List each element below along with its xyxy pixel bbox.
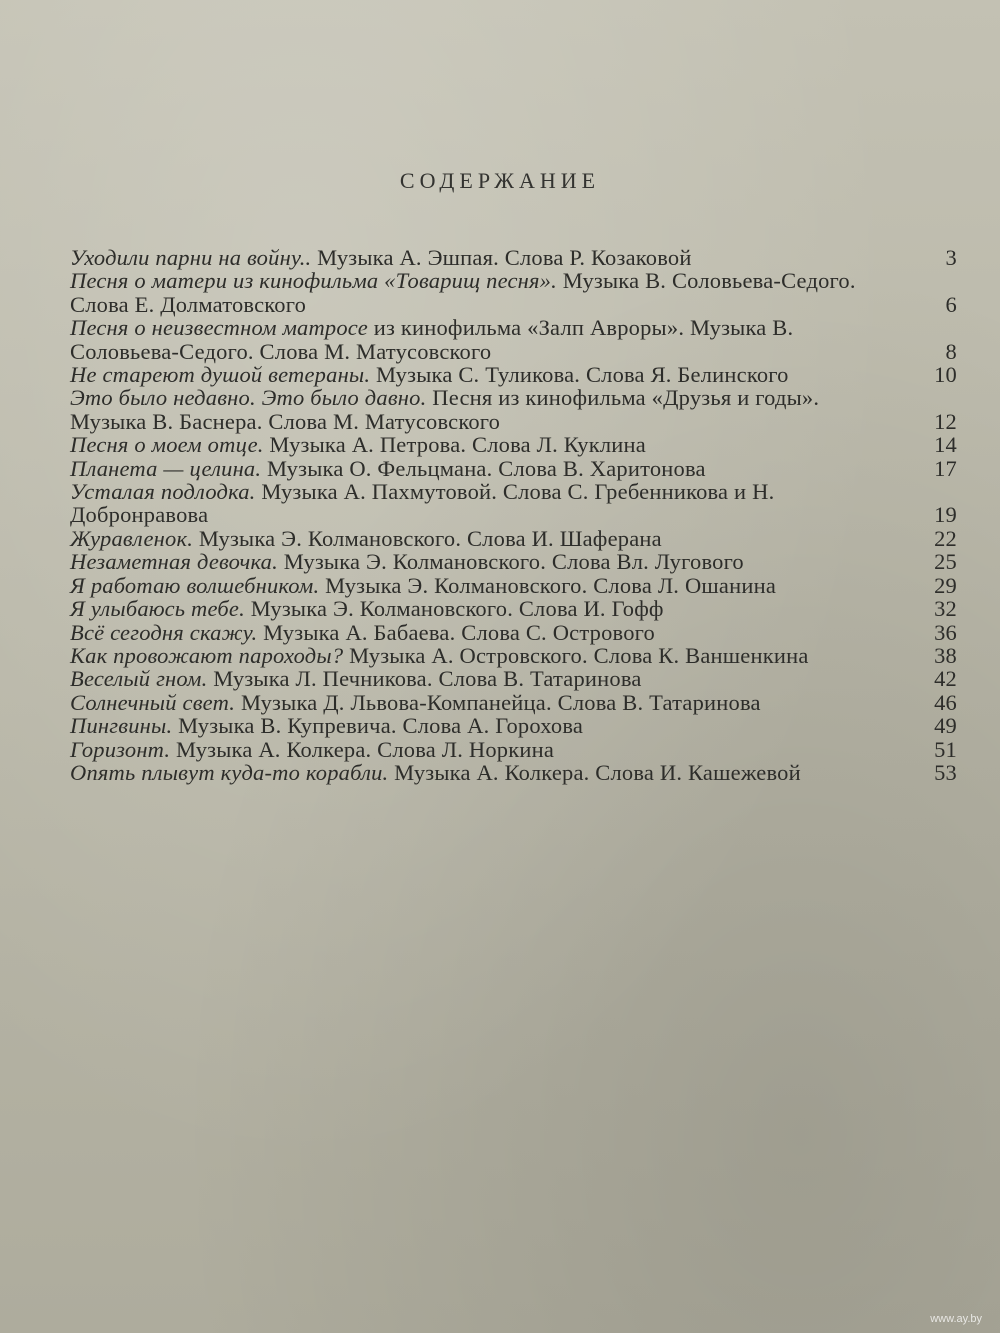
song-credits: Музыка А. Петрова. Слова Л. Куклина xyxy=(263,432,646,458)
song-credits: Музыка Э. Колмановского. Слова И. Гофф xyxy=(244,596,664,622)
song-credits: Музыка В. Соловьева-Седого. Слова Е. Долматовского xyxy=(70,268,856,317)
page-number: 3 xyxy=(945,245,957,270)
page-number: 32 xyxy=(934,596,957,622)
page-number: 10 xyxy=(934,362,957,388)
page-number: 46 xyxy=(934,689,957,715)
page-number: 51 xyxy=(934,736,957,762)
song-credits: Музыка Э. Колмановского. Слова Вл. Лугового xyxy=(277,549,744,575)
toc-entry xyxy=(70,246,965,269)
toc-entry xyxy=(70,621,965,644)
song-title: Я работаю волшебником. xyxy=(70,572,320,598)
song-credits: из кинофильма «Залп Авроры». Музыка В. Соловьева-Седого. Слова М. Матусовского xyxy=(70,315,794,364)
page-number: 25 xyxy=(934,549,957,575)
song-credits: Музыка А. Пахмутовой. Слова С. Гребенникова и Н. Добронравова xyxy=(70,479,775,528)
page-number: 38 xyxy=(934,642,957,668)
song-credits: Музыка А. Бабаева. Слова С. Острового xyxy=(257,619,655,645)
song-credits: Музыка Д. Львова-Компанейца. Слова В. Татаринова xyxy=(235,689,761,715)
toc-entry xyxy=(70,480,965,527)
toc-entry xyxy=(70,714,965,737)
song-credits: Музыка А. Островского. Слова К. Ваншенкина xyxy=(343,642,809,668)
song-credits: Музыка С. Туликова. Слова Я. Белинского xyxy=(370,362,789,388)
song-title: Это было недавно. Это было давно. xyxy=(70,385,427,411)
page-number: 36 xyxy=(934,619,957,645)
toc-entry xyxy=(70,644,965,667)
toc-entry xyxy=(70,386,965,433)
song-credits: Музыка Л. Печникова. Слова В. Татаринова xyxy=(207,666,642,692)
page-number: 6 xyxy=(945,291,957,317)
page-number: 17 xyxy=(934,455,957,481)
toc-entry xyxy=(70,433,965,456)
page-number: 42 xyxy=(934,666,957,692)
toc-entry xyxy=(70,667,965,690)
song-title: Песня о матери из кинофильма «Товарищ песня». xyxy=(70,268,557,294)
song-title: Как провожают пароходы? xyxy=(70,642,344,668)
page-number: 29 xyxy=(934,572,957,598)
page-number: 22 xyxy=(934,525,957,551)
song-title: Пингвины. xyxy=(70,713,173,739)
song-title: Солнечный свет. xyxy=(70,689,236,715)
page-number: 49 xyxy=(934,713,957,739)
song-title: Планета — целина. xyxy=(70,455,262,481)
song-credits: Музыка А. Колкера. Слова Л. Норкина xyxy=(170,736,555,762)
song-title: Журавленок. xyxy=(70,525,194,551)
song-credits: Музыка Э. Колмановского. Слова И. Шаферана xyxy=(193,525,662,551)
toc-entry xyxy=(70,738,965,761)
song-title: Веселый гном. xyxy=(70,666,208,692)
song-title: Я улыбаюсь тебе. xyxy=(70,596,245,622)
toc-entry xyxy=(70,457,965,480)
toc-entry xyxy=(70,574,965,597)
contents-heading: СОДЕРЖАНИЕ xyxy=(399,168,601,193)
song-title: Уходили парни на войну.. xyxy=(70,245,312,270)
song-credits: Музыка А. Колкера. Слова И. Кашежевой xyxy=(388,759,801,785)
song-title: Песня о моем отце. xyxy=(70,432,264,458)
toc-entry xyxy=(70,316,965,363)
song-title: Незаметная девочка. xyxy=(70,549,278,575)
page-number: 8 xyxy=(945,338,957,364)
toc-entry xyxy=(70,597,965,620)
song-title: Всё сегодня скажу. xyxy=(70,619,258,645)
toc-entry xyxy=(70,269,965,316)
song-credits: Музыка Э. Колмановского. Слова Л. Ошанина xyxy=(319,572,777,598)
toc-entry xyxy=(70,527,965,550)
song-title: Горизонт. xyxy=(70,736,171,762)
song-credits: Музыка В. Купревича. Слова А. Горохова xyxy=(172,713,584,739)
song-title: Не стареют душой ветераны. xyxy=(70,362,371,388)
page-number: 53 xyxy=(934,759,957,785)
song-title: Усталая подлодка. xyxy=(70,479,256,505)
page-number: 12 xyxy=(934,408,957,434)
toc-entry xyxy=(70,691,965,714)
toc-entry xyxy=(70,363,965,386)
table-of-contents xyxy=(70,246,965,784)
page-number: 19 xyxy=(934,502,957,528)
song-credits: Музыка О. Фельцмана. Слова В. Харитонова xyxy=(261,455,706,481)
song-credits: Песня из кинофильма «Друзья и годы». Музыка В. Баснера. Слова М. Матусовского xyxy=(70,385,820,434)
site-watermark: www.ay.by xyxy=(930,1313,982,1325)
page-number: 14 xyxy=(934,432,957,458)
toc-entry xyxy=(70,761,965,784)
song-title: Песня о неизвестном матросе xyxy=(70,315,368,341)
song-credits: Музыка А. Эшпая. Слова Р. Козаковой xyxy=(311,245,692,270)
toc-entry xyxy=(70,550,965,573)
song-title: Опять плывут куда-то корабли. xyxy=(70,759,389,785)
